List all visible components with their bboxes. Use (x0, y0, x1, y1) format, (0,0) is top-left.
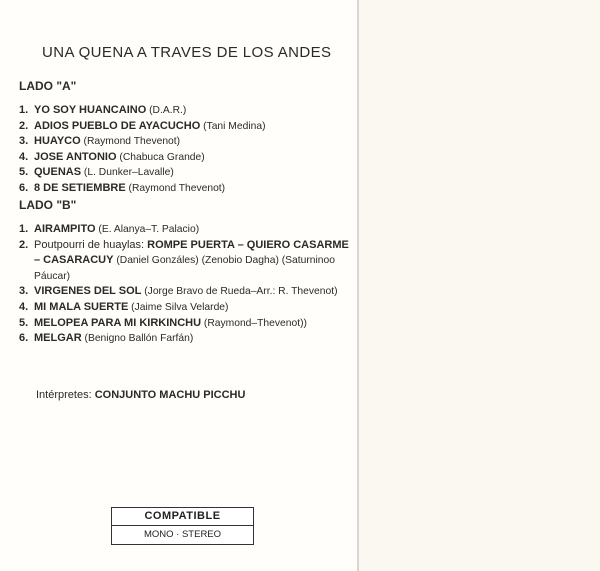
track-number: 1. (19, 223, 29, 235)
track-title: QUENAS (34, 166, 82, 179)
side-b-track-item (19, 284, 349, 300)
track-number: 6. (19, 332, 29, 345)
mono-stereo-label: MONO · STEREO (143, 529, 222, 540)
side-b-label: LADO "B" (19, 198, 77, 212)
track-text (34, 316, 349, 332)
track-credit: (Jaime Silva Velarde) (128, 301, 229, 313)
track-text (34, 331, 349, 347)
track-number: 5. (19, 166, 29, 179)
track-text (34, 103, 339, 119)
track-title: 8 DE SETIEMBRE (34, 181, 126, 194)
performers-name: CONJUNTO MACHU PICCHU (94, 389, 246, 401)
track-text (34, 119, 339, 135)
track-text (34, 150, 339, 166)
track-number: 1. (19, 104, 29, 116)
track-prefix: Poutpourri de huaylas: (34, 238, 148, 251)
track-title: HUAYCO (34, 135, 81, 148)
side-a-track-item (19, 119, 339, 135)
track-title: VIRGENES DEL SOL (34, 285, 142, 298)
track-number: 2. (19, 119, 29, 132)
compatibility-badge (111, 507, 254, 545)
compatible-label: COMPATIBLE (112, 508, 253, 526)
track-credit: (Raymond Thevenot) (80, 136, 181, 148)
side-b-track-item (19, 222, 349, 238)
track-title: ROMPE PUERTA – QUIERO CASARME – CASARACUY (34, 238, 349, 267)
track-credit: (Raymond Thevenot) (125, 182, 226, 194)
track-title: ADIOS PUEBLO DE AYACUCHO (34, 119, 201, 132)
side-a-track-item (19, 134, 339, 150)
track-number: 5. (19, 316, 29, 329)
side-a-track-item (19, 181, 339, 197)
track-credit: (Tani Medina) (200, 120, 266, 132)
side-b-track-item (19, 331, 349, 347)
track-text (34, 238, 349, 285)
side-a-track-item (19, 165, 339, 181)
track-title: MELOPEA PARA MI KIRKINCHU (34, 316, 202, 329)
album-title: UNA QUENA A TRAVES DE LOS ANDES (42, 44, 332, 61)
track-credit: (D.A.R.) (146, 105, 187, 116)
performers-line (36, 389, 245, 401)
track-number: 3. (19, 135, 29, 148)
performers-label: Intérpretes: (36, 389, 95, 401)
track-text (34, 222, 349, 238)
side-a-tracklist (19, 103, 339, 197)
side-a-track-item (19, 150, 339, 166)
track-title: YO SOY HUANCAINO (34, 104, 147, 116)
track-credit: (Jorge Bravo de Rueda–Arr.: R. Thevenot) (141, 286, 338, 298)
side-b-track-item (19, 316, 349, 332)
track-credit: (E. Alanya–T. Palacio) (95, 224, 200, 235)
track-title: MELGAR (34, 332, 82, 345)
track-text (34, 181, 339, 197)
side-b-track-item (19, 300, 349, 316)
track-credit: (L. Dunker–Lavalle) (81, 167, 174, 179)
side-a-track-item (19, 103, 339, 119)
track-number: 2. (19, 238, 29, 251)
track-credit: (Benigno Ballón Farfán) (81, 333, 194, 345)
track-text (34, 284, 349, 300)
side-b-tracklist (19, 222, 349, 347)
track-credit: (Daniel Gonzáles) (Zenobio Dagha) (Saturninoo Páucar) (34, 255, 335, 282)
track-number: 4. (19, 300, 29, 313)
track-number: 6. (19, 181, 29, 194)
track-text (34, 134, 339, 150)
side-a-label: LADO "A" (19, 79, 77, 93)
track-title: JOSE ANTONIO (34, 150, 117, 163)
inlay-blank-panel (359, 0, 600, 571)
track-text (34, 300, 349, 316)
side-b-track-item (19, 238, 349, 285)
track-title: AIRAMPITO (34, 223, 96, 235)
track-number: 4. (19, 150, 29, 163)
track-credit: (Chabuca Grande) (116, 151, 205, 163)
track-title: MI MALA SUERTE (34, 300, 129, 313)
track-credit: (Raymond–Thevenot)) (201, 317, 307, 329)
track-number: 3. (19, 285, 29, 298)
track-text (34, 165, 339, 181)
